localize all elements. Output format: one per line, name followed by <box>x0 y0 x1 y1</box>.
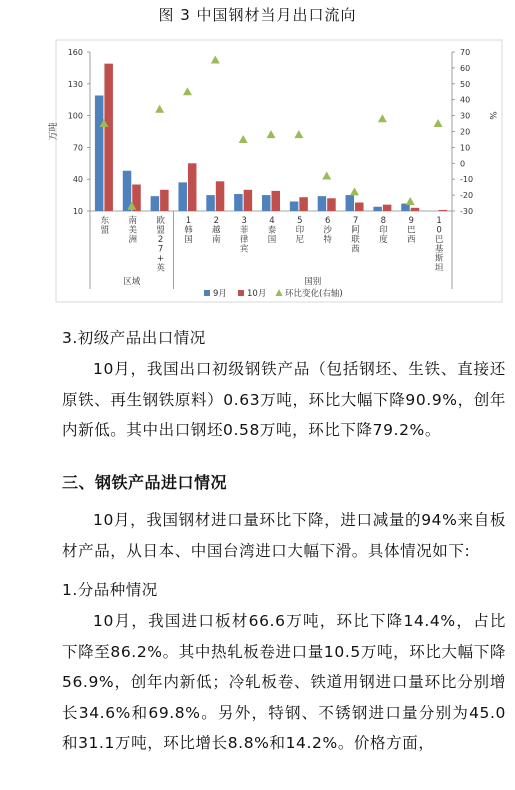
figure-title: 图 3 中国钢材当月出口流向 <box>158 6 357 24</box>
y2-tick-label: 40 <box>460 95 471 105</box>
x-tick-label: 1 韩国 <box>184 216 193 245</box>
bar-oct <box>104 64 113 211</box>
x-tick-label: 3 菲律宾 <box>239 216 249 255</box>
bar-sep <box>151 196 160 211</box>
x-tick-label: 9 巴西 <box>406 216 416 245</box>
y2-tick-label: -30 <box>460 207 474 216</box>
bar-oct <box>383 205 392 211</box>
bar-sep <box>346 195 355 211</box>
bar-oct <box>355 203 364 211</box>
scatter-point <box>350 187 359 195</box>
scatter-point <box>434 119 443 127</box>
bar-sep <box>234 194 243 211</box>
y-tick-label: 160 <box>67 48 83 57</box>
bar-sep <box>178 182 187 211</box>
bar-sep <box>318 196 327 211</box>
x-tick-label: 2 越南 <box>212 216 221 245</box>
x-tick-label: 5 印尼 <box>295 216 305 245</box>
bar-sep <box>262 195 271 211</box>
legend-swatch <box>276 289 283 296</box>
scatter-point <box>322 172 331 180</box>
bar-sep <box>290 201 299 211</box>
y2-tick-label: 60 <box>460 63 471 73</box>
subhead-primary-export: 3.初级产品出口情况 <box>62 329 206 347</box>
y2-tick-label: 70 <box>460 48 471 57</box>
bar-sep <box>95 95 104 211</box>
bar-oct <box>216 181 225 211</box>
x-tick-label: 1 0 巴基斯坦 <box>434 216 444 274</box>
y2-tick-label: -20 <box>460 191 474 201</box>
x-tick-label: 8 印度 <box>379 216 388 245</box>
scatter-point <box>378 114 387 122</box>
para-primary-export: 10月，我国出口初级钢铁产品（包括钢坯、生铁、直接还原铁、再生钢铁原料）0.63万吨，环比大幅下降90.9%，创年内新低。其中出口钢坯0.58万吨，环比下降79.2%。 <box>62 360 506 439</box>
x-tick-label: 南美洲 <box>128 216 138 245</box>
bar-oct <box>272 191 281 211</box>
bar-sep <box>373 207 382 211</box>
scatter-point <box>406 197 415 205</box>
y-tick-label: 100 <box>67 111 83 121</box>
y-tick-label: 10 <box>72 207 83 216</box>
bar-oct <box>411 208 420 211</box>
x-tick-label: 6 沙特 <box>323 216 332 245</box>
y-tick-label: 40 <box>72 175 83 185</box>
bar-oct <box>439 210 448 211</box>
scatter-point <box>183 87 192 95</box>
y-axis-title: 万吨 <box>49 122 59 141</box>
legend-label: 10月 <box>247 289 267 299</box>
subhead-by-product: 1.分品种情况 <box>62 581 158 599</box>
group-label: 国别 <box>304 277 322 287</box>
y2-tick-label: 20 <box>460 127 471 137</box>
scatter-point <box>267 130 276 138</box>
x-tick-label: 欧盟 2 7 +英 <box>156 216 165 274</box>
para-import-summary: 10月，我国钢材进口量环比下降，进口减量的94%来自板材产品，从日本、中国台湾进口大幅下滑。具体情况如下: <box>62 511 506 560</box>
y2-tick-label: 10 <box>460 143 471 153</box>
legend-label: 环比变化(右轴) <box>285 289 343 299</box>
x-tick-label: 4 泰国 <box>267 216 277 245</box>
y-tick-label: 130 <box>67 79 83 89</box>
y-tick-label: 70 <box>72 143 83 153</box>
legend-swatch <box>238 290 244 296</box>
bar-oct <box>327 198 336 211</box>
legend-label: 9月 <box>213 289 227 299</box>
bar-oct <box>160 190 169 211</box>
bar-oct <box>244 190 253 211</box>
y2-tick-label: -10 <box>460 175 474 185</box>
x-tick-label: 东盟 <box>100 216 110 236</box>
y2-tick-label: 30 <box>460 111 471 121</box>
bar-oct <box>299 197 308 211</box>
y2-tick-label: 50 <box>460 79 471 89</box>
heading-import: 三、钢铁产品进口情况 <box>62 473 228 492</box>
scatter-point <box>239 135 248 143</box>
para-by-product: 10月，我国进口板材66.6万吨，环比下降14.4%，占比下降至86.2%。其中热轧板卷进口量10.5万吨，环比大幅下降56.9%，创年内新低；冷轧板卷、铁道用钢进口量环比分别增长34.6%和69.8%。另外，特钢、不锈钢进口量分别为45.0和31.1万吨，环比增长8.8%和14.2%。价格方面， <box>62 612 506 752</box>
scatter-point <box>211 55 220 63</box>
bar-sep <box>206 195 215 211</box>
scatter-point <box>155 105 164 113</box>
scatter-point <box>294 130 303 138</box>
y2-tick-label: 0 <box>460 159 466 169</box>
bar-oct <box>188 163 197 211</box>
y2-axis-title: % <box>487 111 497 120</box>
bar-chart <box>44 34 514 306</box>
x-tick-label: 7 阿联酋 <box>351 216 360 255</box>
legend-swatch <box>204 290 210 296</box>
group-label: 区域 <box>123 277 141 287</box>
